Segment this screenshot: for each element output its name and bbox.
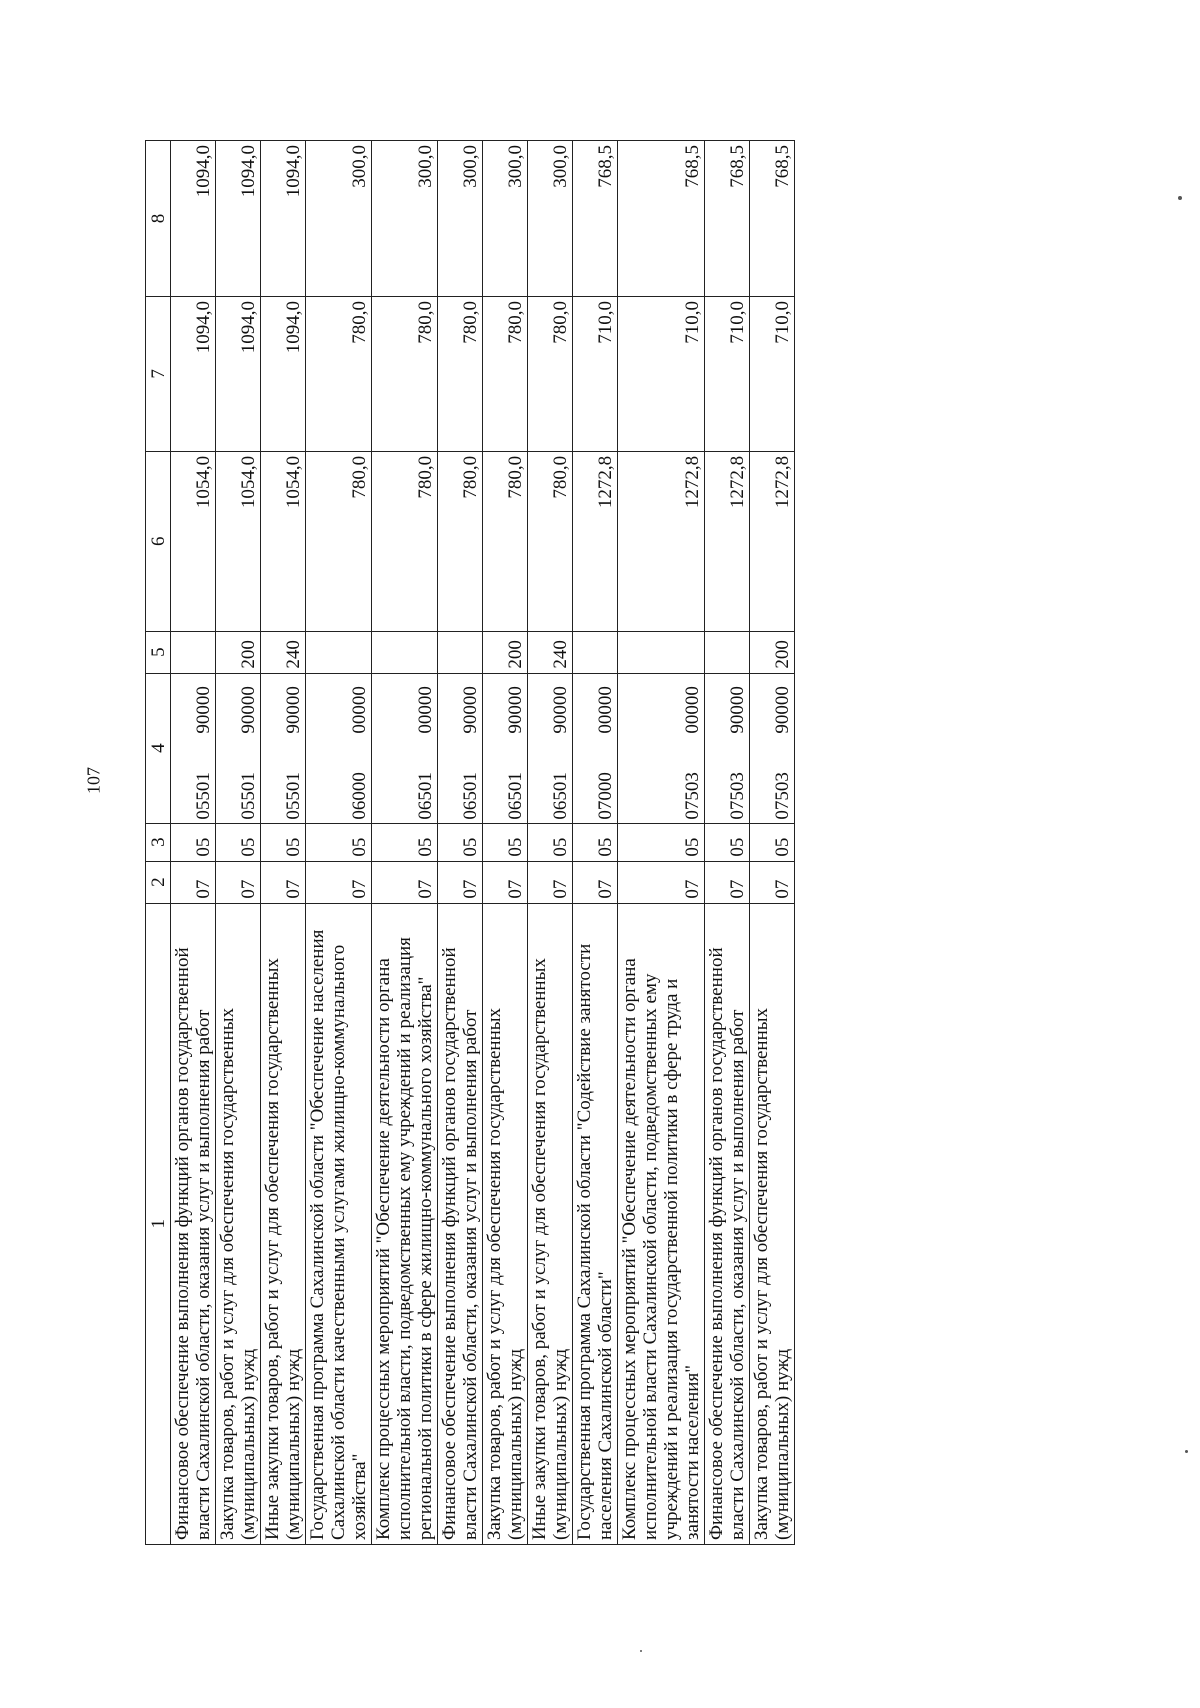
row-name-cell: Государственная программа Сахалинской области "Содействие занятости населения Сахалинской области" [573, 903, 618, 1544]
amount-col6-cell: 780,0 [528, 451, 573, 631]
amount-col8-cell: 300,0 [438, 141, 483, 297]
target-article-program-code: 05501 [193, 772, 214, 820]
scan-speck [1178, 196, 1182, 200]
row-name-cell: Государственная программа Сахалинской области "Обеспечение населения Сахалинской области качественными услугами жилищно-коммунального хозяйства" [306, 903, 372, 1544]
rotated-table-container [145, 140, 1125, 1545]
target-article-program-code: 07503 [772, 772, 793, 820]
column-header: 4 [146, 673, 171, 823]
row-name-cell: Комплекс процессных мероприятий "Обеспечение деятельности органа исполнительной власти Сахалинской области, подведомственных ему учреждений и реализация государственной политики в сфере труда и занятости населения" [618, 903, 705, 1544]
subsection-code-cell: 05 [573, 823, 618, 861]
target-article-direction-code: 90000 [550, 686, 571, 734]
amount-col6-cell: 1054,0 [216, 451, 261, 631]
target-article-program-code: 07503 [727, 772, 748, 820]
amount-col6-cell: 1054,0 [261, 451, 306, 631]
amount-col8-cell: 300,0 [528, 141, 573, 297]
amount-col8-cell: 1094,0 [171, 141, 216, 297]
amount-col7-cell: 780,0 [372, 296, 438, 451]
target-article-direction-code: 90000 [238, 686, 259, 734]
subsection-code-cell: 05 [306, 823, 372, 861]
subsection-code-cell: 05 [618, 823, 705, 861]
section-code-cell: 07 [573, 861, 618, 903]
section-code-cell: 07 [261, 861, 306, 903]
table-row [618, 141, 705, 1545]
section-code-cell: 07 [372, 861, 438, 903]
column-header: 5 [146, 631, 171, 673]
column-header: 1 [146, 903, 171, 1544]
table-row [306, 141, 372, 1545]
amount-col8-cell: 300,0 [483, 141, 528, 297]
table-row [372, 141, 438, 1545]
section-code-cell: 07 [528, 861, 573, 903]
expense-type-cell [573, 631, 618, 673]
section-code-cell: 07 [483, 861, 528, 903]
target-article-cell [483, 673, 528, 823]
subsection-code-cell: 05 [483, 823, 528, 861]
target-article-direction-code: 90000 [727, 686, 748, 734]
amount-col6-cell: 780,0 [483, 451, 528, 631]
amount-col7-cell: 780,0 [528, 296, 573, 451]
target-article-direction-code: 90000 [460, 686, 481, 734]
table-row [216, 141, 261, 1545]
expense-type-cell: 200 [750, 631, 795, 673]
section-code-cell: 07 [171, 861, 216, 903]
subsection-code-cell: 05 [372, 823, 438, 861]
target-article-direction-code: 00000 [595, 686, 616, 734]
amount-col8-cell: 768,5 [618, 141, 705, 297]
row-name-cell: Иные закупки товаров, работ и услуг для обеспечения государственных (муниципальных) нужд [261, 903, 306, 1544]
target-article-cell [573, 673, 618, 823]
amount-col7-cell: 710,0 [705, 296, 750, 451]
amount-col6-cell: 780,0 [306, 451, 372, 631]
amount-col8-cell: 768,5 [705, 141, 750, 297]
target-article-program-code: 06000 [349, 772, 370, 820]
row-name-cell: Комплекс процессных мероприятий "Обеспечение деятельности органа исполнительной власти, подведомственных ему учреждений и реализация региональной политики в сфере жилищно-коммунального хозяйства" [372, 903, 438, 1544]
target-article-program-code: 07503 [682, 772, 703, 820]
amount-col7-cell: 1094,0 [261, 296, 306, 451]
column-header-row [146, 141, 171, 1545]
amount-col7-cell: 780,0 [306, 296, 372, 451]
expense-type-cell: 200 [483, 631, 528, 673]
amount-col8-cell: 300,0 [372, 141, 438, 297]
page-number: 107 [83, 767, 104, 794]
amount-col6-cell: 1272,8 [705, 451, 750, 631]
amount-col6-cell: 1054,0 [171, 451, 216, 631]
subsection-code-cell: 05 [438, 823, 483, 861]
target-article-direction-code: 00000 [682, 686, 703, 734]
amount-col8-cell: 768,5 [750, 141, 795, 297]
row-name-cell: Закупка товаров, работ и услуг для обеспечения государственных (муниципальных) нужд [216, 903, 261, 1544]
amount-col8-cell: 1094,0 [261, 141, 306, 297]
target-article-cell [216, 673, 261, 823]
target-article-cell [705, 673, 750, 823]
section-code-cell: 07 [618, 861, 705, 903]
column-header: 6 [146, 451, 171, 631]
expense-type-cell [372, 631, 438, 673]
target-article-program-code: 06501 [505, 772, 526, 820]
table-row [528, 141, 573, 1545]
expense-type-cell [171, 631, 216, 673]
row-name-cell: Финансовое обеспечение выполнения функций органов государственной власти Сахалинской области, оказания услуг и выполнения работ [171, 903, 216, 1544]
column-header: 2 [146, 861, 171, 903]
amount-col6-cell: 1272,8 [573, 451, 618, 631]
expense-type-cell: 240 [261, 631, 306, 673]
scan-speck [640, 1650, 642, 1652]
scan-speck [1185, 1450, 1188, 1453]
target-article-direction-code: 90000 [283, 686, 304, 734]
table-row [438, 141, 483, 1545]
table-row [705, 141, 750, 1545]
table-row [483, 141, 528, 1545]
table-row [171, 141, 216, 1545]
target-article-program-code: 06501 [550, 772, 571, 820]
target-article-cell [618, 673, 705, 823]
amount-col7-cell: 780,0 [483, 296, 528, 451]
row-name-cell: Иные закупки товаров, работ и услуг для обеспечения государственных (муниципальных) нужд [528, 903, 573, 1544]
target-article-direction-code: 00000 [415, 686, 436, 734]
target-article-cell [438, 673, 483, 823]
target-article-cell [261, 673, 306, 823]
target-article-cell [750, 673, 795, 823]
budget-table [145, 140, 795, 1545]
target-article-cell [528, 673, 573, 823]
subsection-code-cell: 05 [750, 823, 795, 861]
amount-col6-cell: 780,0 [372, 451, 438, 631]
target-article-program-code: 05501 [283, 772, 304, 820]
target-article-cell [171, 673, 216, 823]
subsection-code-cell: 05 [705, 823, 750, 861]
amount-col7-cell: 710,0 [573, 296, 618, 451]
section-code-cell: 07 [306, 861, 372, 903]
row-name-cell: Финансовое обеспечение выполнения функций органов государственной власти Сахалинской области, оказания услуг и выполнения работ [705, 903, 750, 1544]
target-article-program-code: 05501 [238, 772, 259, 820]
target-article-program-code: 06501 [460, 772, 481, 820]
amount-col8-cell: 1094,0 [216, 141, 261, 297]
amount-col6-cell: 1272,8 [750, 451, 795, 631]
target-article-direction-code: 90000 [505, 686, 526, 734]
target-article-direction-code: 90000 [193, 686, 214, 734]
section-code-cell: 07 [438, 861, 483, 903]
target-article-direction-code: 00000 [349, 686, 370, 734]
amount-col7-cell: 710,0 [618, 296, 705, 451]
target-article-program-code: 07000 [595, 772, 616, 820]
amount-col8-cell: 300,0 [306, 141, 372, 297]
subsection-code-cell: 05 [216, 823, 261, 861]
subsection-code-cell: 05 [171, 823, 216, 861]
expense-type-cell [438, 631, 483, 673]
subsection-code-cell: 05 [528, 823, 573, 861]
amount-col7-cell: 1094,0 [216, 296, 261, 451]
section-code-cell: 07 [216, 861, 261, 903]
target-article-program-code: 06501 [415, 772, 436, 820]
table-row [261, 141, 306, 1545]
table-row [573, 141, 618, 1545]
column-header: 7 [146, 296, 171, 451]
target-article-cell [306, 673, 372, 823]
expense-type-cell: 200 [216, 631, 261, 673]
amount-col7-cell: 1094,0 [171, 296, 216, 451]
amount-col6-cell: 1272,8 [618, 451, 705, 631]
row-name-cell: Финансовое обеспечение выполнения функций органов государственной власти Сахалинской области, оказания услуг и выполнения работ [438, 903, 483, 1544]
amount-col7-cell: 780,0 [438, 296, 483, 451]
expense-type-cell: 240 [528, 631, 573, 673]
subsection-code-cell: 05 [261, 823, 306, 861]
table-row [750, 141, 795, 1545]
expense-type-cell [705, 631, 750, 673]
expense-type-cell [618, 631, 705, 673]
amount-col6-cell: 780,0 [438, 451, 483, 631]
row-name-cell: Закупка товаров, работ и услуг для обеспечения государственных (муниципальных) нужд [750, 903, 795, 1544]
column-header: 8 [146, 141, 171, 297]
row-name-cell: Закупка товаров, работ и услуг для обеспечения государственных (муниципальных) нужд [483, 903, 528, 1544]
amount-col8-cell: 768,5 [573, 141, 618, 297]
target-article-cell [372, 673, 438, 823]
expense-type-cell [306, 631, 372, 673]
section-code-cell: 07 [705, 861, 750, 903]
amount-col7-cell: 710,0 [750, 296, 795, 451]
column-header: 3 [146, 823, 171, 861]
section-code-cell: 07 [750, 861, 795, 903]
target-article-direction-code: 90000 [772, 686, 793, 734]
